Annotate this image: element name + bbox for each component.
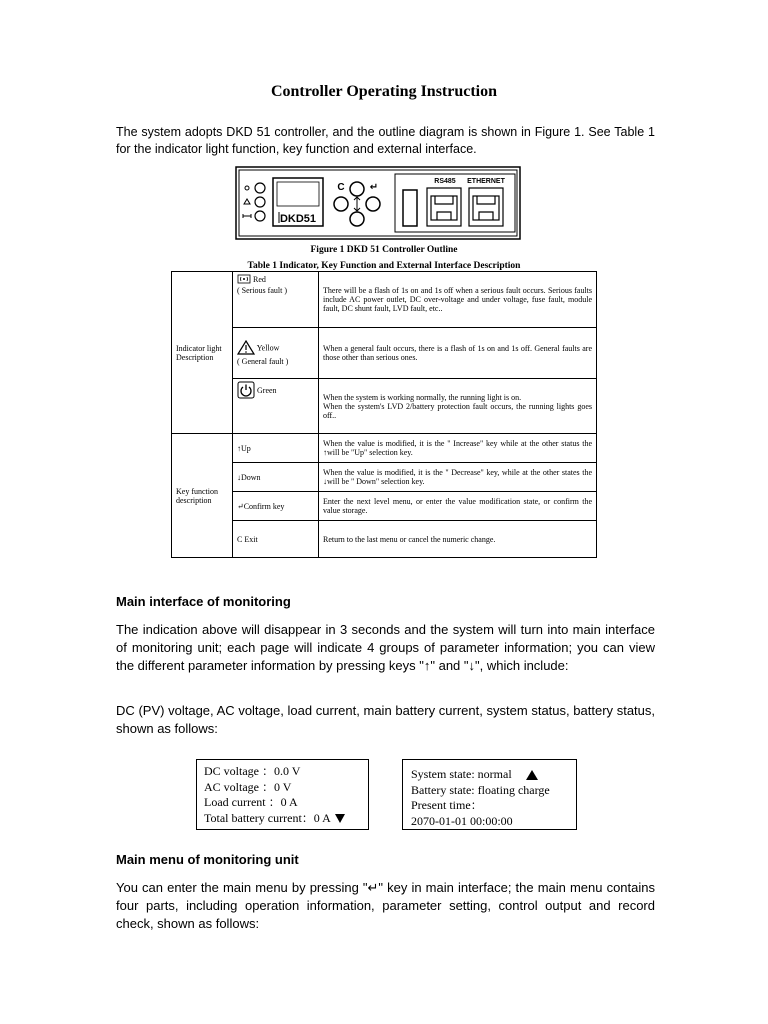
port-rs485-label: RS485 bbox=[434, 178, 456, 185]
category-indicator: Indicator light Description bbox=[172, 272, 233, 434]
section1-paragraph-1: The indication above will disappear in 3 seconds and the system will turn into main interface of monitoring unit; each page will indicate 4 groups of parameter information; you can view the different parameter information by pressing keys "↑" and "↓", which include: bbox=[116, 622, 655, 673]
power-icon bbox=[237, 381, 255, 401]
table-row bbox=[172, 434, 597, 463]
lcd-screen-left bbox=[196, 759, 369, 830]
key-confirm-name: ↵Confirm key bbox=[233, 492, 319, 521]
lcd-line: System state: normal bbox=[411, 767, 512, 781]
indicator-yellow-desc: When a general fault occurs, there is a flash of 1s on and 1s off. General faults are those other than serious ones. bbox=[319, 328, 597, 379]
key-up-desc: When the value is modified, it is the " Increase" key while at the other status the ↑will be "Up" selection key. bbox=[319, 434, 597, 463]
category-key-function: Key function description bbox=[172, 434, 233, 558]
lcd-line: AC voltage ：0 V bbox=[204, 779, 292, 794]
key-exit-desc: Return to the last menu or cancel the numeric change. bbox=[319, 521, 597, 558]
indicator-red-desc: There will be a flash of 1s on and 1s off when a serious fault occurs. Serious faults include AC power outlet, DC over-voltage and under voltage, fuse fault, module fault, DC shunt fault, LVD fault, etc.. bbox=[319, 272, 597, 328]
indicator-green-name: Green bbox=[257, 385, 277, 395]
key-up-name: ↑Up bbox=[233, 434, 319, 463]
table-row bbox=[172, 272, 597, 328]
lcd-line: Load current ：0 A bbox=[204, 795, 298, 809]
sound-waves-icon bbox=[237, 274, 251, 286]
key-down-name: ↓Down bbox=[233, 463, 319, 492]
figure-caption: Figure 1 DKD 51 Controller Outline bbox=[310, 245, 458, 255]
lcd-line: Battery state: floating charge bbox=[411, 782, 550, 797]
lcd-line-with-arrow bbox=[411, 767, 568, 783]
intro-paragraph: The system adopts DKD 51 controller, and the outline diagram is shown in Figure 1. See Table 1 for the indicator light function, key function and external interface. bbox=[116, 125, 655, 156]
key-confirm-desc: Enter the next level menu, or enter the value modification state, or confirm the value storage. bbox=[319, 492, 597, 521]
key-exit-name: C Exit bbox=[233, 521, 319, 558]
warning-triangle-icon bbox=[237, 340, 255, 357]
controller-diagram bbox=[235, 166, 521, 240]
table-row bbox=[172, 521, 597, 558]
indicator-yellow-cell bbox=[233, 328, 319, 379]
indicator-red-sub: ( Serious fault ) bbox=[237, 286, 287, 295]
section-heading-main-menu: Main menu of monitoring unit bbox=[116, 852, 299, 867]
port-ethernet-label: ETHERNET bbox=[467, 178, 505, 185]
lcd-line-with-arrow bbox=[204, 811, 361, 827]
description-table bbox=[171, 271, 597, 558]
indicator-yellow-sub: ( General fault ) bbox=[237, 357, 289, 366]
indicator-yellow-name: Yellow bbox=[256, 343, 280, 353]
table-caption: Table 1 Indicator, Key Function and External Interface Description bbox=[247, 261, 521, 271]
lcd-line: DC voltage ：0.0 V bbox=[204, 764, 301, 778]
table-row bbox=[172, 463, 597, 492]
indicator-leds bbox=[255, 183, 265, 221]
table-row bbox=[172, 492, 597, 521]
indicator-red-cell bbox=[233, 272, 319, 328]
table-row bbox=[172, 379, 597, 434]
indicator-red-name: Red bbox=[253, 274, 266, 284]
indicator-green-cell bbox=[233, 379, 319, 434]
down-triangle-icon bbox=[335, 814, 345, 823]
section-heading-main-interface: Main interface of monitoring bbox=[116, 594, 291, 609]
key-down-desc: When the value is modified, it is the " Decrease" key, while at the other states the ↓will be " Down" selection key. bbox=[319, 463, 597, 492]
section2-paragraph-1: You can enter the main menu by pressing "↵" key in main interface; the main menu contains four parts, including operation information, parameter setting, control output and record check, shown as follows: bbox=[116, 880, 655, 931]
display-label: DKD51 bbox=[279, 213, 317, 225]
key-c-label: C bbox=[337, 182, 345, 193]
lcd-line: 2070-01-01 00:00:00 bbox=[411, 813, 513, 828]
up-triangle-icon bbox=[526, 770, 538, 780]
slot bbox=[403, 190, 417, 226]
page-title: Controller Operating Instruction bbox=[270, 83, 498, 100]
lcd-line: Total battery current：0 A bbox=[204, 810, 331, 825]
indicator-green-desc: When the system is working normally, the running light is on. When the system's LVD 2/battery protection fault occurs, the running lights goes off.. bbox=[319, 379, 597, 434]
table-row bbox=[172, 328, 597, 379]
lcd-screen-right bbox=[402, 759, 577, 830]
section1-paragraph-2: DC (PV) voltage, AC voltage, load current, main battery current, system status, battery status, shown as follows: bbox=[116, 703, 655, 736]
key-enter-label: ↵ bbox=[369, 182, 379, 193]
lcd-line: Present time： bbox=[411, 798, 483, 812]
